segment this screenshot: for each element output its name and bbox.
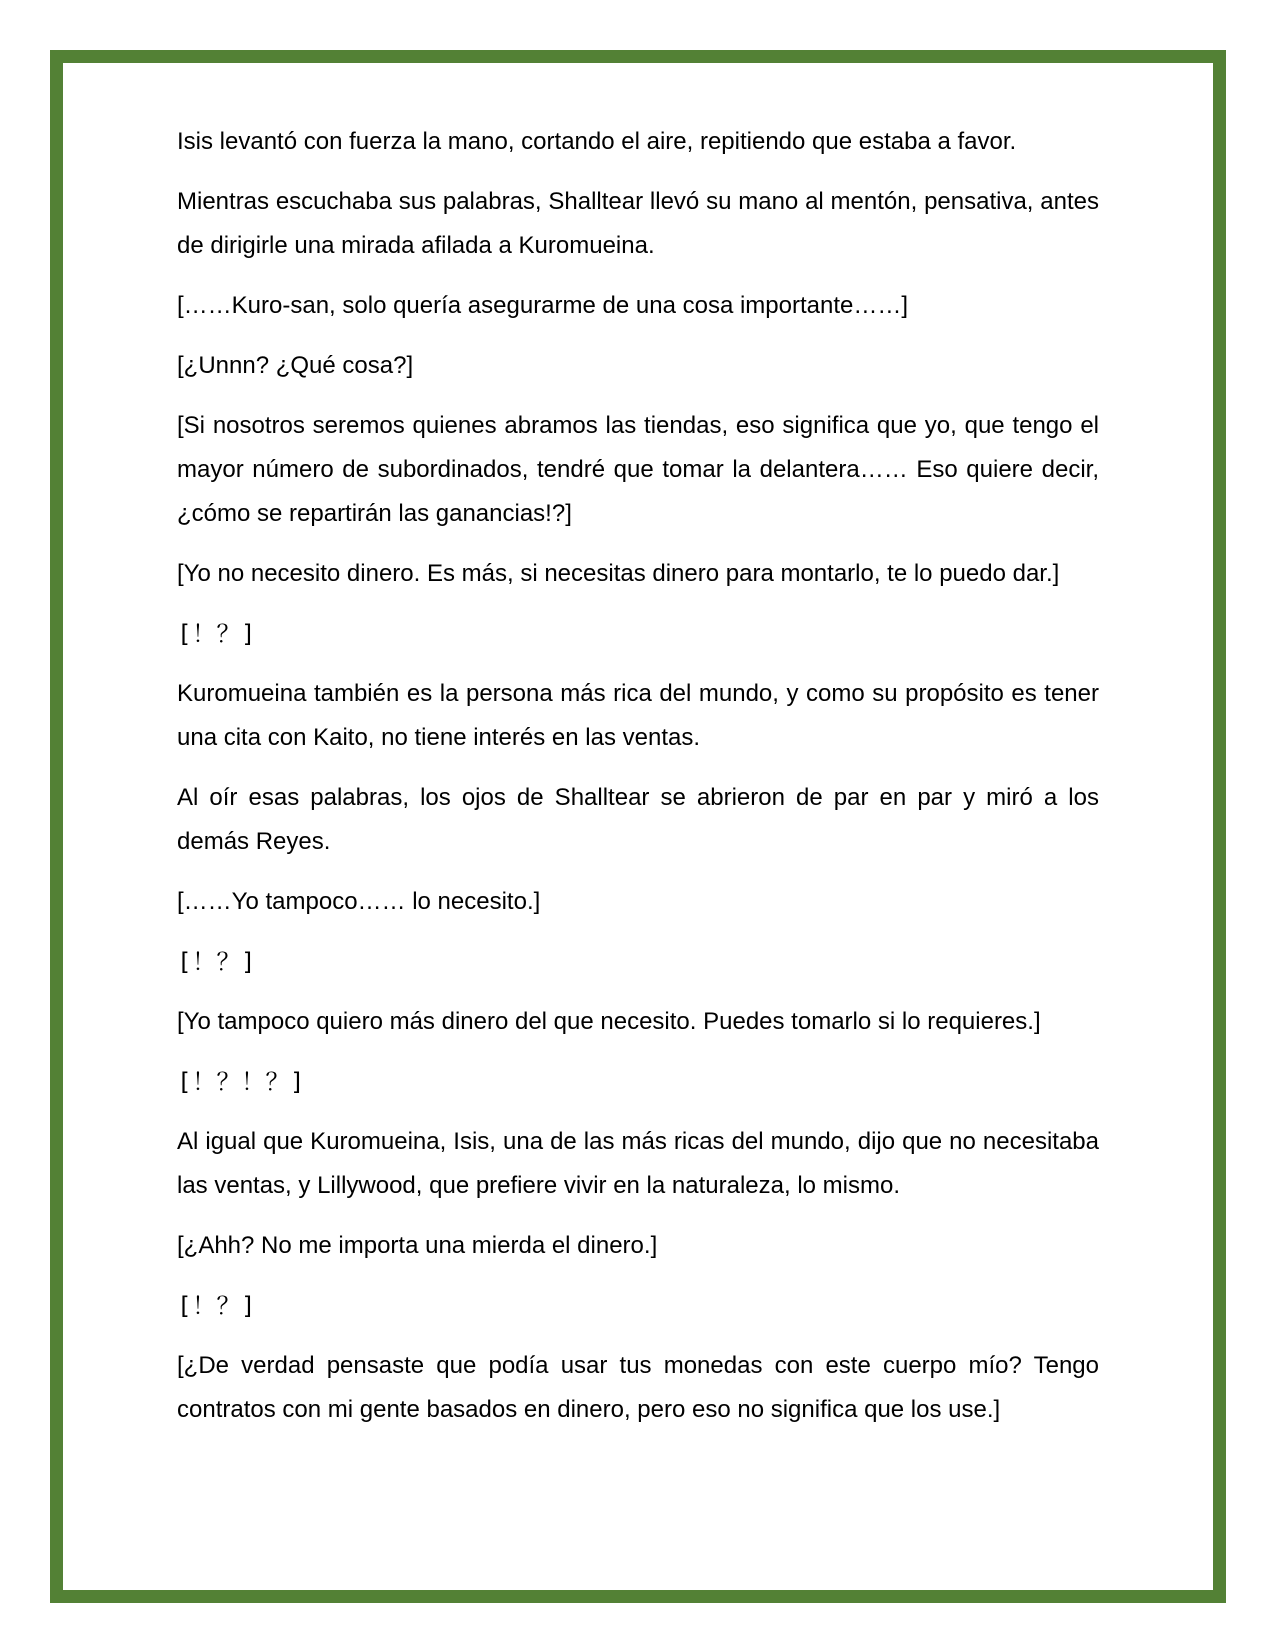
- paragraph-12: [Yo tampoco quiero más dinero del que necesito. Puedes tomarlo si lo requieres.]: [177, 1008, 1041, 1035]
- document-body: [177, 120, 1099, 1448]
- paragraph-10: [……Yo tampoco…… lo necesito.]: [177, 888, 541, 915]
- paragraph-16: [！？]: [177, 1292, 256, 1320]
- paragraph-13: [！？！？]: [177, 1068, 305, 1096]
- paragraph-1: Isis levantó con fuerza la mano, cortando el aire, repitiendo que estaba a favor.: [177, 128, 1017, 155]
- paragraph-9: Al oír esas palabras, los ojos de Shalltear se abrieron de par en par y miró a los demás Reyes.: [177, 784, 1099, 855]
- paragraph-7: [！？]: [177, 620, 256, 648]
- paragraph-17: [¿De verdad pensaste que podía usar tus monedas con este cuerpo mío? Tengo contratos con mi gente basados en dinero, pero eso no significa que los use.]: [177, 1352, 1099, 1423]
- paragraph-3: [……Kuro-san, solo quería asegurarme de una cosa importante……]: [177, 292, 909, 319]
- paragraph-2: Mientras escuchaba sus palabras, Shalltear llevó su mano al mentón, pensativa, antes de dirigirle una mirada afilada a Kuromueina.: [177, 188, 1099, 259]
- paragraph-11: [！？]: [177, 948, 256, 976]
- paragraph-6: [Yo no necesito dinero. Es más, si necesitas dinero para montarlo, te lo puedo dar.]: [177, 560, 1060, 587]
- paragraph-14: Al igual que Kuromueina, Isis, una de las más ricas del mundo, dijo que no necesitaba las ventas, y Lillywood, que prefiere vivir en la naturaleza, lo mismo.: [177, 1128, 1099, 1199]
- paragraph-15: [¿Ahh? No me importa una mierda el dinero.]: [177, 1232, 658, 1259]
- paragraph-4: [¿Unnn? ¿Qué cosa?]: [177, 352, 414, 379]
- paragraph-5: [Si nosotros seremos quienes abramos las tiendas, eso significa que yo, que tengo el mayor número de subordinados, tendré que tomar la delantera…… Eso quiere decir, ¿cómo se repartirán las ganancias!?]: [177, 412, 1099, 527]
- paragraph-8: Kuromueina también es la persona más rica del mundo, y como su propósito es tener una cita con Kaito, no tiene interés en las ventas.: [177, 680, 1099, 751]
